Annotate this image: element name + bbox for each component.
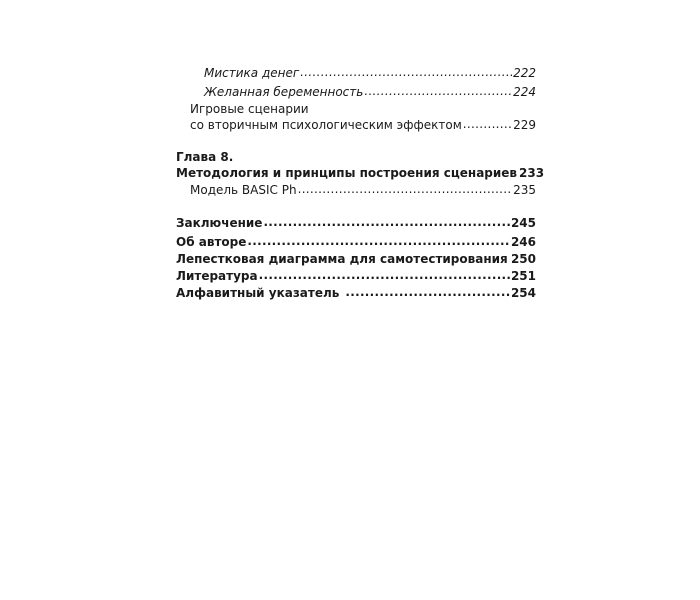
toc-entry-title: Модель BASIC Ph [190, 183, 297, 197]
toc-leader-dots [298, 182, 513, 194]
toc-entry-title: Методология и принципы построения сценариев [176, 166, 518, 180]
toc-entry-page: 222 [513, 66, 536, 80]
toc-entry-title: со вторичным психологическим эффектом [190, 118, 462, 132]
toc-entry-game-scenarios [190, 117, 536, 132]
toc-entry-page: 229 [513, 118, 536, 132]
toc-leader-dots [463, 117, 512, 129]
toc-leader-dots [259, 268, 510, 280]
toc-entry-title: Алфавитный указатель [176, 286, 340, 300]
toc-entry-title: Мистика денег [204, 66, 300, 80]
toc-leader-dots [509, 251, 510, 263]
toc-leader-dots [263, 215, 510, 227]
toc-entry-page: 251 [510, 269, 536, 283]
toc-entry-index [176, 285, 536, 300]
toc-leader-dots [247, 234, 510, 246]
toc-entry-title: Об авторе [176, 235, 247, 249]
toc-leader-dots [300, 65, 512, 77]
toc-entry-money-mystique [204, 65, 536, 80]
toc-entry-title-line1: Игровые сценарии [190, 102, 309, 116]
toc-entry-title: Лепестковая диаграмма для самотестирования [176, 252, 508, 266]
toc-entry-methodology [176, 165, 545, 180]
toc-leader-dots [364, 84, 512, 96]
toc-entry-radar-chart [176, 251, 536, 266]
toc-entry-page: 245 [510, 216, 536, 230]
toc-entry-page: 235 [513, 183, 536, 197]
toc-entry-page: 254 [510, 286, 536, 300]
toc-entry-title: Желанная беременность [204, 85, 364, 99]
toc-entry-basic-ph [190, 182, 536, 197]
chapter-label: Глава 8. [176, 150, 234, 164]
toc-entry-desired-pregnancy [204, 84, 536, 99]
toc-entry-page: 233 [519, 166, 545, 180]
toc-leader-dots [345, 285, 510, 297]
toc-entry-page: 246 [510, 235, 536, 249]
toc-entry-page: 250 [510, 252, 536, 266]
toc-entry-page: 224 [513, 85, 536, 99]
toc-entry-about-author [176, 234, 536, 249]
toc-entry-conclusion [176, 215, 536, 230]
toc-entry-title: Заключение [176, 216, 263, 230]
toc-entry-literature [176, 268, 536, 283]
toc-entry-title: Литература [176, 269, 258, 283]
